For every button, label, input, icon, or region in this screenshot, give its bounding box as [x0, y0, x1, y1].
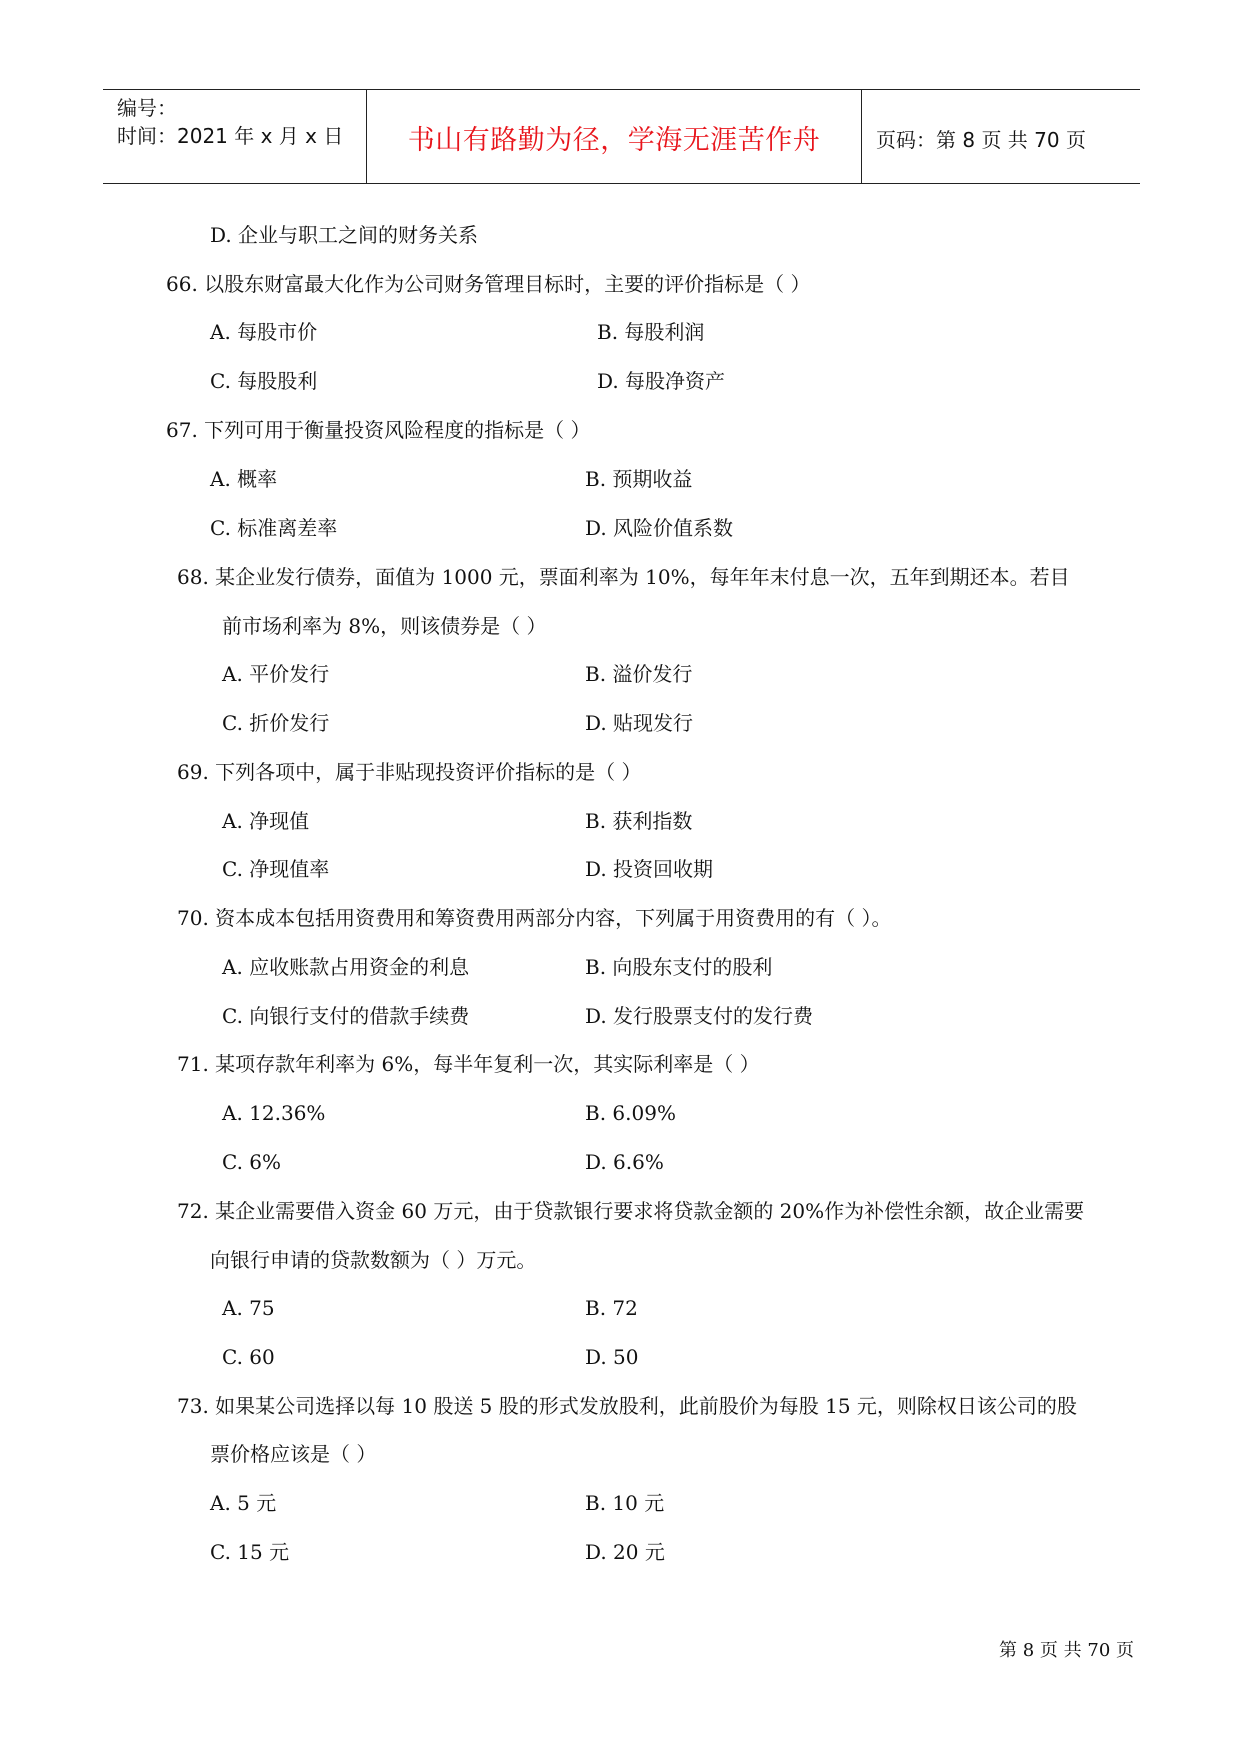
time-label: 时间：2021 年 x 月 x 日	[117, 124, 344, 148]
question-69: 69. 下列各项中，属于非贴现投资评价指标的是（ ）	[177, 760, 642, 784]
option-69-d: D. 投资回收期	[585, 857, 714, 881]
option-72-d: D. 50	[585, 1345, 639, 1369]
page-code: 页码：第 8 页 共 70 页	[876, 128, 1086, 152]
option-66-b: B. 每股利润	[597, 320, 705, 344]
option-65-d: D. 企业与职工之间的财务关系	[210, 223, 479, 247]
header-right-cell	[862, 90, 1140, 183]
option-73-d: D. 20 元	[585, 1540, 665, 1564]
option-69-c: C. 净现值率	[222, 857, 330, 881]
option-72-b: B. 72	[585, 1296, 638, 1320]
question-70: 70. 资本成本包括用资费用和筹资费用两部分内容，下列属于用资费用的有（ ）。	[177, 906, 892, 930]
question-67: 67. 下列可用于衡量投资风险程度的指标是（ ）	[166, 418, 591, 442]
question-73-line-2: 票价格应该是（ ）	[210, 1442, 377, 1466]
option-72-a: A. 75	[222, 1296, 275, 1320]
question-68-line-2: 前市场利率为 8%，则该债券是（ ）	[222, 614, 547, 638]
option-67-c: C. 标准离差率	[210, 516, 338, 540]
question-68-line-1: 68. 某企业发行债券，面值为 1000 元，票面利率为 10%，每年年末付息一次，五年到期还本。若目	[177, 565, 1070, 589]
option-68-c: C. 折价发行	[222, 711, 330, 735]
question-73-line-1: 73. 如果某公司选择以每 10 股送 5 股的形式发放股利，此前股价为每股 15 元，则除权日该公司的股	[177, 1394, 1077, 1418]
question-72-line-1: 72. 某企业需要借入资金 60 万元，由于贷款银行要求将贷款金额的 20%作为补偿性余额，故企业需要	[177, 1199, 1085, 1223]
option-70-b: B. 向股东支付的股利	[585, 955, 773, 979]
question-66: 66. 以股东财富最大化作为公司财务管理目标时，主要的评价指标是（ ）	[166, 272, 811, 296]
option-67-d: D. 风险价值系数	[585, 516, 734, 540]
option-67-b: B. 预期收益	[585, 467, 693, 491]
option-69-a: A. 净现值	[222, 809, 310, 833]
option-71-c: C. 6%	[222, 1150, 282, 1174]
option-68-b: B. 溢价发行	[585, 662, 693, 686]
option-71-a: A. 12.36%	[222, 1101, 326, 1125]
option-72-c: C. 60	[222, 1345, 275, 1369]
option-70-d: D. 发行股票支付的发行费	[585, 1004, 814, 1028]
option-70-a: A. 应收账款占用资金的利息	[222, 955, 470, 979]
page-header	[103, 89, 1140, 184]
option-68-d: D. 贴现发行	[585, 711, 694, 735]
number-label: 编号：	[117, 96, 177, 120]
option-66-a: A. 每股市价	[210, 320, 318, 344]
option-68-a: A. 平价发行	[222, 662, 330, 686]
option-66-d: D. 每股净资产	[597, 369, 726, 393]
motto: 书山有路勤为径，学海无涯苦作舟	[407, 125, 821, 156]
option-66-c: C. 每股股利	[210, 369, 318, 393]
question-72-line-2: 向银行申请的贷款数额为（ ）万元。	[210, 1248, 537, 1272]
option-73-a: A. 5 元	[210, 1491, 277, 1515]
option-70-c: C. 向银行支付的借款手续费	[222, 1004, 470, 1028]
option-73-b: B. 10 元	[585, 1491, 665, 1515]
option-71-b: B. 6.09%	[585, 1101, 676, 1125]
header-middle-cell	[367, 90, 862, 183]
question-71: 71. 某项存款年利率为 6%，每半年复利一次，其实际利率是（ ）	[177, 1052, 760, 1076]
header-left-cell	[103, 90, 367, 183]
option-69-b: B. 获利指数	[585, 809, 693, 833]
option-71-d: D. 6.6%	[585, 1150, 664, 1174]
page-footer: 第 8 页 共 70 页	[999, 1640, 1134, 1661]
option-73-c: C. 15 元	[210, 1540, 290, 1564]
option-67-a: A. 概率	[210, 467, 278, 491]
